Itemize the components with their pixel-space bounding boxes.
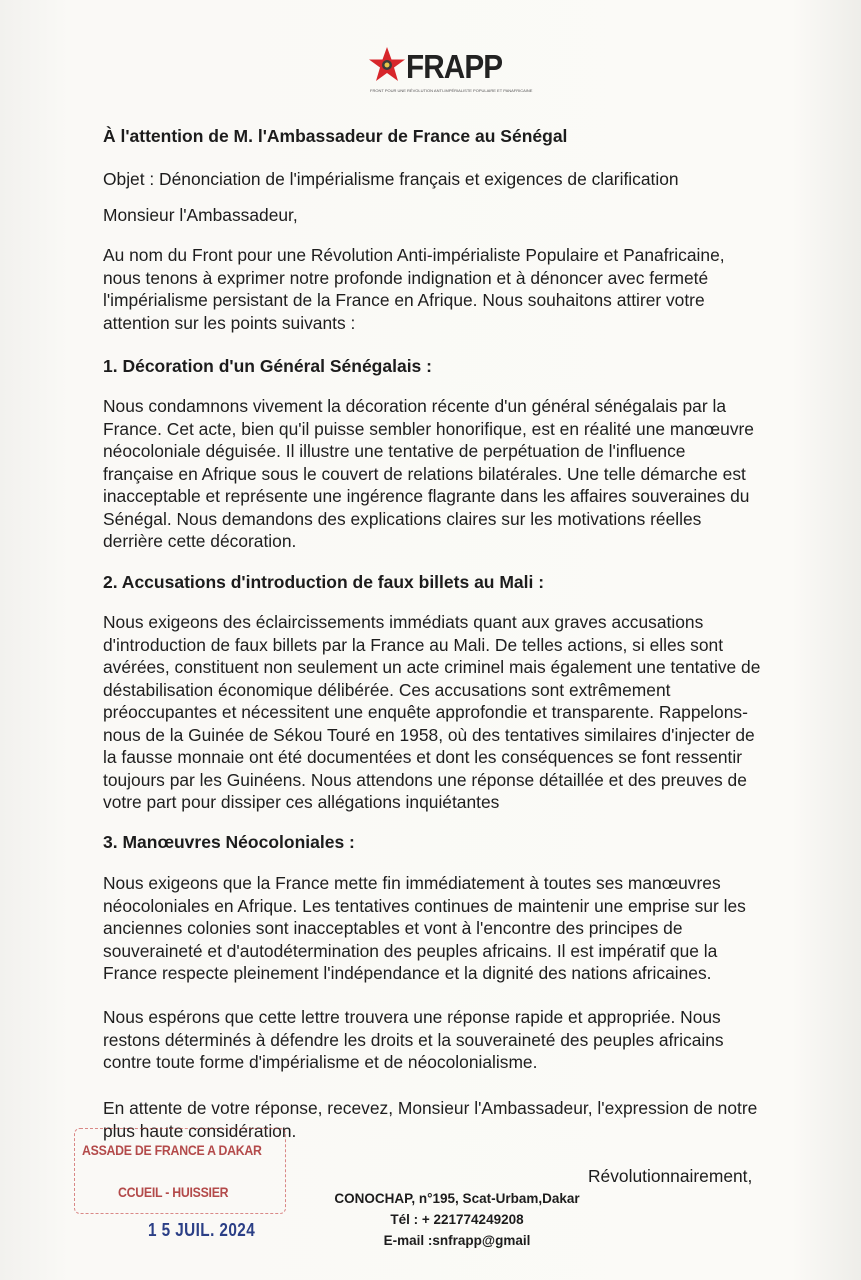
stamp-embassy-text: ASSADE DE FRANCE A DAKAR — [82, 1142, 262, 1158]
salutation: Monsieur l'Ambassadeur, — [103, 205, 298, 225]
closing-formula: En attente de votre réponse, recevez, Monsieur l'Ambassadeur, l'expression de notre plus haute considération. — [103, 1098, 758, 1141]
stamp-date: 1 5 JUIL. 2024 — [148, 1220, 256, 1240]
logo-wordmark: FRAPP — [406, 48, 503, 85]
section-3-title: 3. Manœuvres Néocoloniales : — [103, 832, 355, 852]
contact-phone: Tél : + 221774249208 — [390, 1212, 524, 1227]
section-2-title: 2. Accusations d'introduction de faux billets au Mali : — [103, 572, 545, 592]
red-star-icon — [368, 46, 406, 84]
contact-block — [322, 1188, 592, 1251]
signoff: Révolutionnairement, — [588, 1166, 753, 1186]
intro-paragraph: Au nom du Front pour une Révolution Anti-impérialiste Populaire et Panafricaine, nous tenons à exprimer notre profonde indignation et à dénoncer avec fermeté l'impérialisme persistant de la France en Afrique. Nous souhaitons attirer votre attention sur les points suivants : — [103, 245, 725, 333]
contact-address: CONOCHAP, n°195, Scat-Urbam,Dakar — [334, 1191, 580, 1206]
embassy-stamp — [74, 1128, 286, 1214]
contact-email: E-mail :snfrapp@gmail — [383, 1233, 531, 1248]
stamp-reception-text: CCUEIL - HUISSIER — [118, 1184, 229, 1200]
subject-line: Objet : Dénonciation de l'impérialisme français et exigences de clarification — [103, 169, 679, 189]
section-1-paragraph: Nous condamnons vivement la décoration récente d'un général sénégalais par la France. Cet acte, bien qu'il puisse sembler honorifique, est en réalité une manœuvre néocoloniale déguisée. Il illustre une tentative de perpétuation de l'influence française en Afrique sous le couvert de relations bilatérales. Une telle démarche est inacceptable et représente une ingérence flagrante dans les affaires souveraines du Sénégal. Nous demandons des explications claires sur les motivations réelles derrière cette décoration. — [103, 396, 754, 551]
section-3-paragraph: Nous exigeons que la France mette fin immédiatement à toutes ses manœuvres néocoloniales en Afrique. Les tentatives continues de maintenir une emprise sur les anciennes colonies sont inacceptables et vont à l'encontre des principes de souveraineté et d'autodétermination des peuples africains. Il est impératif que la France respecte pleinement l'indépendance et la dignité des nations africaines. — [103, 873, 746, 983]
section-1-title: 1. Décoration d'un Général Sénégalais : — [103, 356, 432, 376]
frapp-logo — [368, 44, 533, 100]
section-2-paragraph: Nous exigeons des éclaircissements immédiats quant aux graves accusations d'introduction de faux billets par la France au Mali. De telles actions, si elles sont avérées, constituent non seulement un acte criminel mais également une tentative de déstabilisation économique délibérée. Ces accusations sont extrêmement préoccupantes et nécessitent une enquête approfondie et transparente. Rappelons- nous de la Guinée de Sékou Touré en 1958, où des tentatives similaires d'injecter de la fausse monnaie ont été documentées et dont les conséquences se font ressentir toujours par les Guinéens. Nous attendons une réponse détaillée et des preuves de votre part pour dissiper ces allégations inquiétantes — [103, 612, 761, 812]
closing-paragraph: Nous espérons que cette lettre trouvera une réponse rapide et appropriée. Nous restons déterminés à défendre les droits et la souveraineté des peuples africains contre toute forme d'impérialisme et de néocolonialisme. — [103, 1007, 724, 1072]
attention-line: À l'attention de M. l'Ambassadeur de France au Sénégal — [103, 126, 568, 146]
logo-subtitle: FRONT POUR UNE RÉVOLUTION ANTI-IMPÉRIALISTE POPULAIRE ET PANAFRICAINE — [370, 88, 533, 93]
